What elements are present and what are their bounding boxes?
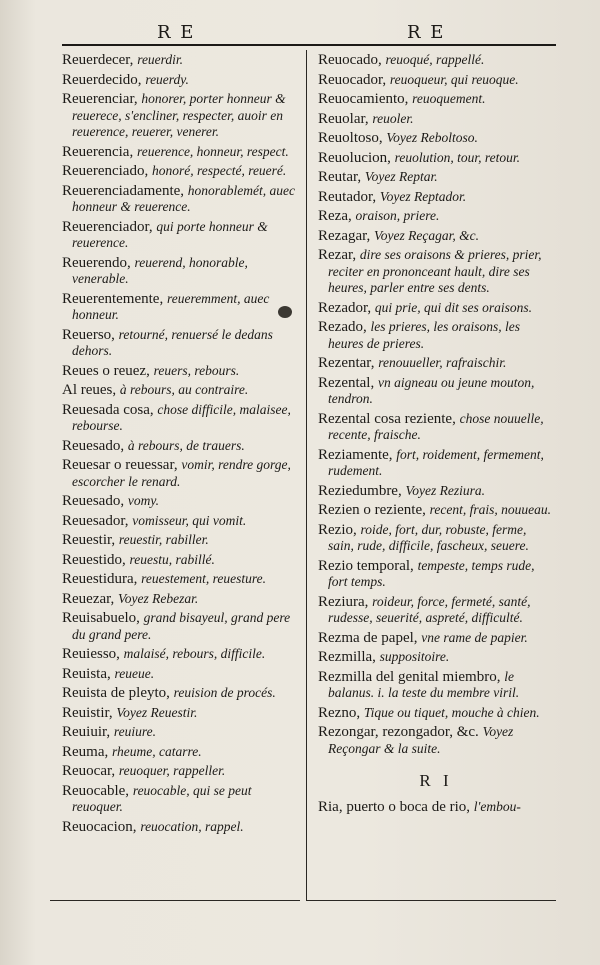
dictionary-entry xyxy=(62,438,302,455)
dictionary-entry xyxy=(318,111,554,128)
headword: Reuesado, xyxy=(62,437,125,454)
headword: Rezio temporal, xyxy=(318,557,414,574)
headword: Reuerenciador, xyxy=(62,218,153,235)
translation: Voyez Reboltoso. xyxy=(386,130,478,145)
dictionary-entry xyxy=(62,724,302,741)
headword: Reues o reuez, xyxy=(62,362,150,379)
translation: reuoquement. xyxy=(412,91,486,106)
dictionary-entry xyxy=(318,355,554,372)
headword: Reuestir, xyxy=(62,532,116,548)
translation: reuoqueur, qui reuoque. xyxy=(389,71,519,87)
translation: à rebours, au contraire. xyxy=(119,382,249,397)
translation: roide, fort, dur, robuste, ferme, sain, rude, difficile, fascheux, seuere. xyxy=(328,521,529,553)
headword: Rezno, xyxy=(318,704,361,721)
dictionary-entry xyxy=(62,457,302,490)
dictionary-entry xyxy=(318,208,554,225)
dictionary-entry xyxy=(318,130,554,147)
translation: vomy. xyxy=(127,493,159,508)
translation: reuoqué, rappellé. xyxy=(385,52,485,67)
dictionary-entry xyxy=(62,591,302,608)
dictionary-entry xyxy=(62,552,302,569)
headword: Rezar, xyxy=(318,247,357,263)
translation: reueue. xyxy=(114,665,155,681)
headword: Rezagar, xyxy=(318,227,371,244)
headword: Reuerencia, xyxy=(62,143,134,160)
right-column xyxy=(318,52,554,819)
headword: Reuestidura, xyxy=(62,571,138,587)
dictionary-entry xyxy=(62,513,302,530)
translation: vomir, rendre gorge, escorcher le renard. xyxy=(72,457,291,489)
dictionary-entry xyxy=(62,685,302,702)
dictionary-entry xyxy=(318,630,554,647)
headword: Rezmilla, xyxy=(318,649,376,665)
header-left: R E xyxy=(157,22,196,43)
dictionary-entry xyxy=(318,522,554,555)
headword: Reuezar, xyxy=(62,590,115,607)
translation: qui porte honneur & reuerence. xyxy=(72,218,268,250)
translation: roideur, force, fermeté, santé, rudesse, seuerité, aspreté, difficulté. xyxy=(328,593,531,625)
dictionary-entry xyxy=(62,532,302,549)
dictionary-entry xyxy=(62,255,302,288)
translation: reuerdy. xyxy=(145,71,189,87)
dictionary-entry xyxy=(318,189,554,206)
headword: Reuiuir, xyxy=(62,724,111,740)
headword: Reuesado, xyxy=(62,493,125,509)
dictionary-entry xyxy=(62,291,302,324)
translation: reuocable, qui se peut reuoquer. xyxy=(72,782,252,814)
dictionary-entry xyxy=(318,649,554,666)
dictionary-entry xyxy=(318,72,554,89)
translation: grand bisayeul, grand pere du grand pere. xyxy=(72,610,291,642)
headword: Reuocacion, xyxy=(62,818,137,835)
headword: Rezmilla del genital miembro, xyxy=(318,668,501,685)
dictionary-entry xyxy=(62,705,302,722)
translation: reueremment, auec honneur. xyxy=(72,290,270,322)
dictionary-entry xyxy=(62,72,302,89)
translation: chose nouuelle, recente, fraische. xyxy=(328,410,544,442)
headword: Reuesar o reuessar, xyxy=(62,457,178,473)
translation: renouueller, rafraischir. xyxy=(378,355,507,370)
translation: retourné, renuersé le dedans dehors. xyxy=(72,326,273,358)
headword: Reuesada cosa, xyxy=(62,401,154,418)
translation: reuerdir. xyxy=(137,52,184,67)
bottom-rule-right xyxy=(306,900,556,901)
dictionary-entry xyxy=(318,411,554,444)
translation: reuoquer, rappeller. xyxy=(118,763,226,778)
headword: Rezma de papel, xyxy=(318,629,418,646)
headword: Reuoltoso, xyxy=(318,130,383,146)
dictionary-entry xyxy=(318,705,554,722)
section-heading: R I xyxy=(419,771,453,790)
translation: Voyez Reptar. xyxy=(364,169,438,184)
translation: reuision de procés. xyxy=(173,685,276,700)
translation: malaisé, rebours, difficile. xyxy=(123,646,266,661)
dictionary-entry xyxy=(318,799,554,816)
dictionary-entry xyxy=(62,382,302,399)
dictionary-entry xyxy=(62,363,302,380)
headword: Reuesador, xyxy=(62,512,129,529)
headword: Reuocado, xyxy=(318,52,382,68)
dictionary-entry xyxy=(62,571,302,588)
translation: honorer, porter honneur & reuerece, s'encliner, respecter, auoir en reuerence, reuerer, venerer. xyxy=(72,91,286,139)
dictionary-entry xyxy=(62,183,302,216)
headword: Reutador, xyxy=(318,188,377,205)
dictionary-entry xyxy=(318,228,554,245)
translation: Voyez Rebezar. xyxy=(118,590,199,606)
translation: le balanus. i. la teste du membre viril. xyxy=(328,668,520,700)
translation: reuolution, tour, retour. xyxy=(394,149,521,165)
headword: Reuisabuelo, xyxy=(62,610,140,626)
dictionary-entry xyxy=(318,669,554,702)
dictionary-entry xyxy=(62,763,302,780)
headword: Reuistir, xyxy=(62,704,113,721)
headword: Reuocable, xyxy=(62,782,130,799)
headword: Reziura, xyxy=(318,593,369,610)
dictionary-entry xyxy=(318,502,554,519)
dictionary-entry xyxy=(318,594,554,627)
dictionary-entry xyxy=(318,558,554,591)
dictionary-entry xyxy=(318,724,554,757)
dictionary-entry xyxy=(318,52,554,69)
headword: Reuerendo, xyxy=(62,254,131,271)
dictionary-entry xyxy=(318,319,554,352)
dictionary-entry xyxy=(318,375,554,408)
translation: recent, frais, nouueau. xyxy=(429,502,551,517)
headword: Al reues, xyxy=(62,382,117,398)
dictionary-entry xyxy=(62,610,302,643)
headword: Reutar, xyxy=(318,169,362,185)
left-column xyxy=(62,52,302,838)
dictionary-entry xyxy=(62,163,302,180)
bottom-rule-left xyxy=(50,900,300,901)
dictionary-entry xyxy=(318,150,554,167)
headword: Reuocador, xyxy=(318,71,387,88)
dictionary-entry xyxy=(62,219,302,252)
dictionary-entry xyxy=(62,783,302,816)
headword: Reziamente, xyxy=(318,446,393,463)
dictionary-entry xyxy=(62,52,302,69)
translation: reuiure. xyxy=(113,724,157,739)
headword: Reuerso, xyxy=(62,326,115,343)
dictionary-entry xyxy=(318,91,554,108)
headword: Rezado, xyxy=(318,319,367,335)
translation: Tique ou tiquet, mouche à chien. xyxy=(363,704,540,720)
headword: Reuerenciado, xyxy=(62,163,149,179)
column-divider xyxy=(306,50,307,900)
headword: Reza, xyxy=(318,208,352,224)
headword: Ria, puerto o boca de rio, xyxy=(318,799,471,815)
headword: Rezental cosa reziente, xyxy=(318,410,456,427)
running-header xyxy=(62,22,562,44)
translation: honorablemét, auec honneur & reuerence. xyxy=(72,182,295,214)
headword: Rezio, xyxy=(318,521,357,538)
headword: Rezongar, rezongador, &c. xyxy=(318,724,479,740)
headword: Reuiesso, xyxy=(62,646,120,662)
translation: chose difficile, malaisee, rebourse. xyxy=(72,401,291,433)
translation: Voyez Reptador. xyxy=(379,188,467,204)
dictionary-entry xyxy=(62,744,302,761)
translation: les prieres, les oraisons, les heures de prieres. xyxy=(328,319,520,351)
translation: rheume, catarre. xyxy=(112,743,202,759)
headword: Rezien o reziente, xyxy=(318,502,426,518)
headword: Reuestido, xyxy=(62,551,126,568)
headword: Reuolucion, xyxy=(318,149,391,166)
header-rule xyxy=(62,44,556,46)
translation: Voyez Reziura. xyxy=(405,482,485,498)
translation: dire ses oraisons & prieres, prier, reciter en prononceant hault, dire ses heures, parler entre ses dents. xyxy=(328,247,542,295)
translation: Voyez Reçagar, &c. xyxy=(374,227,479,243)
headword: Reziedumbre, xyxy=(318,482,402,499)
translation: reuerence, honneur, respect. xyxy=(136,143,289,159)
headword: Rezentar, xyxy=(318,355,375,371)
translation: reuerend, honorable, venerable. xyxy=(72,254,248,286)
dictionary-entry xyxy=(62,402,302,435)
dictionary-entry xyxy=(318,300,554,317)
translation: qui prie, qui dit ses oraisons. xyxy=(374,299,533,315)
translation: reuocation, rappel. xyxy=(140,818,244,834)
dictionary-entry xyxy=(318,447,554,480)
headword: Reuista, xyxy=(62,665,111,682)
translation: suppositoire. xyxy=(379,649,450,664)
dictionary-entry xyxy=(62,327,302,360)
translation: reuestu, rabillé. xyxy=(129,551,215,567)
dictionary-entry xyxy=(318,247,554,297)
translation: l'embou- xyxy=(473,799,521,814)
dictionary-entry xyxy=(62,819,302,836)
headword: Reuolar, xyxy=(318,110,369,127)
headword: Rezador, xyxy=(318,299,372,316)
translation: tempeste, temps rude, fort temps. xyxy=(328,557,535,589)
translation: reuestement, reuesture. xyxy=(141,571,266,586)
dictionary-entry xyxy=(62,646,302,663)
headword: Reuerdecido, xyxy=(62,71,142,88)
headword: Reuerdecer, xyxy=(62,52,134,68)
dictionary-entry xyxy=(62,144,302,161)
dictionary-entry xyxy=(318,169,554,186)
headword: Reuocamiento, xyxy=(318,91,409,107)
translation: Voyez Reçongar & la suite. xyxy=(328,724,514,756)
translation: reuestir, rabiller. xyxy=(118,532,209,547)
headword: Reuerentemente, xyxy=(62,290,164,307)
headword: Reuma, xyxy=(62,743,109,760)
translation: reuoler. xyxy=(372,110,414,126)
headword: Reuocar, xyxy=(62,763,116,779)
translation: à rebours, de trauers. xyxy=(127,437,245,453)
translation: vne rame de papier. xyxy=(421,629,528,645)
translation: honoré, respecté, reueré. xyxy=(151,163,287,178)
dictionary-entry xyxy=(62,666,302,683)
translation: oraison, priere. xyxy=(355,208,440,223)
translation: Voyez Reuestir. xyxy=(116,704,198,720)
dictionary-entry xyxy=(62,91,302,141)
headword: Rezental, xyxy=(318,374,375,391)
dictionary-entry xyxy=(62,493,302,510)
headword: Reuerenciadamente, xyxy=(62,182,185,199)
header-right: R E xyxy=(407,22,446,43)
translation: fort, roidement, fermement, rudement. xyxy=(328,446,544,478)
translation: vn aigneau ou jeune mouton, tendron. xyxy=(328,374,535,406)
dictionary-entry xyxy=(318,483,554,500)
translation: vomisseur, qui vomit. xyxy=(132,512,247,528)
translation: reuers, rebours. xyxy=(153,362,240,378)
headword: Reuerenciar, xyxy=(62,91,138,107)
headword: Reuista de pleyto, xyxy=(62,685,170,701)
